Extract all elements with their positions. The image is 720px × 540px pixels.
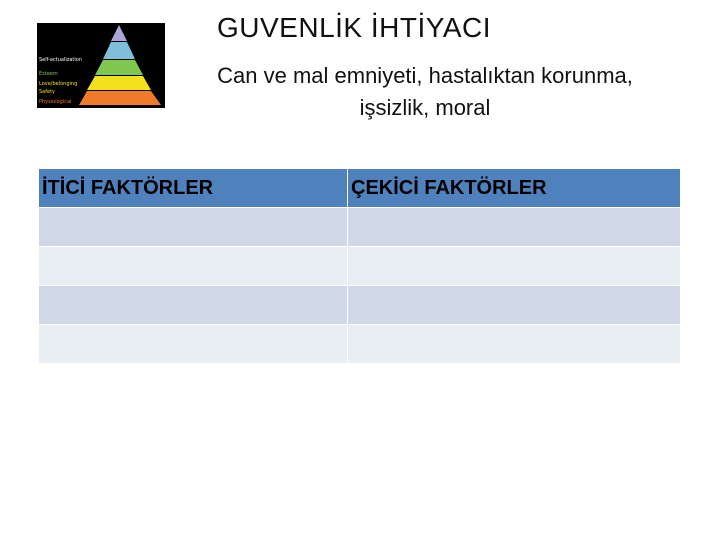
page-title: GUVENLİK İHTİYACI	[217, 12, 492, 43]
pyramid-label-physiological: Physiological	[39, 99, 72, 105]
table-row	[39, 286, 681, 325]
table-cell	[348, 208, 681, 247]
page-subtitle: Can ve mal emniyeti, hastalıktan korunma, işsizlik, moral	[217, 63, 633, 120]
table-cell	[39, 286, 348, 325]
table-cell	[39, 325, 348, 364]
table-cell	[348, 286, 681, 325]
pyramid-label-self-actualization: Self-actualization	[39, 57, 82, 63]
table-cell	[39, 247, 348, 286]
table-cell	[39, 208, 348, 247]
pyramid-label-safety: Safety	[39, 89, 55, 95]
push-factors-header: İTİCİ FAKTÖRLER	[39, 169, 348, 208]
table-row	[39, 325, 681, 364]
pull-factors-header: ÇEKİCİ FAKTÖRLER	[348, 169, 681, 208]
table-row	[39, 208, 681, 247]
maslow-pyramid-image	[37, 23, 165, 108]
table-row	[39, 247, 681, 286]
pyramid-label-love-belonging: Love/belonging	[39, 81, 78, 87]
pyramid-label-esteem: Esteem	[39, 71, 58, 77]
table-cell	[348, 325, 681, 364]
table-cell	[348, 247, 681, 286]
table-header-row	[39, 169, 681, 208]
factors-table	[38, 168, 681, 364]
